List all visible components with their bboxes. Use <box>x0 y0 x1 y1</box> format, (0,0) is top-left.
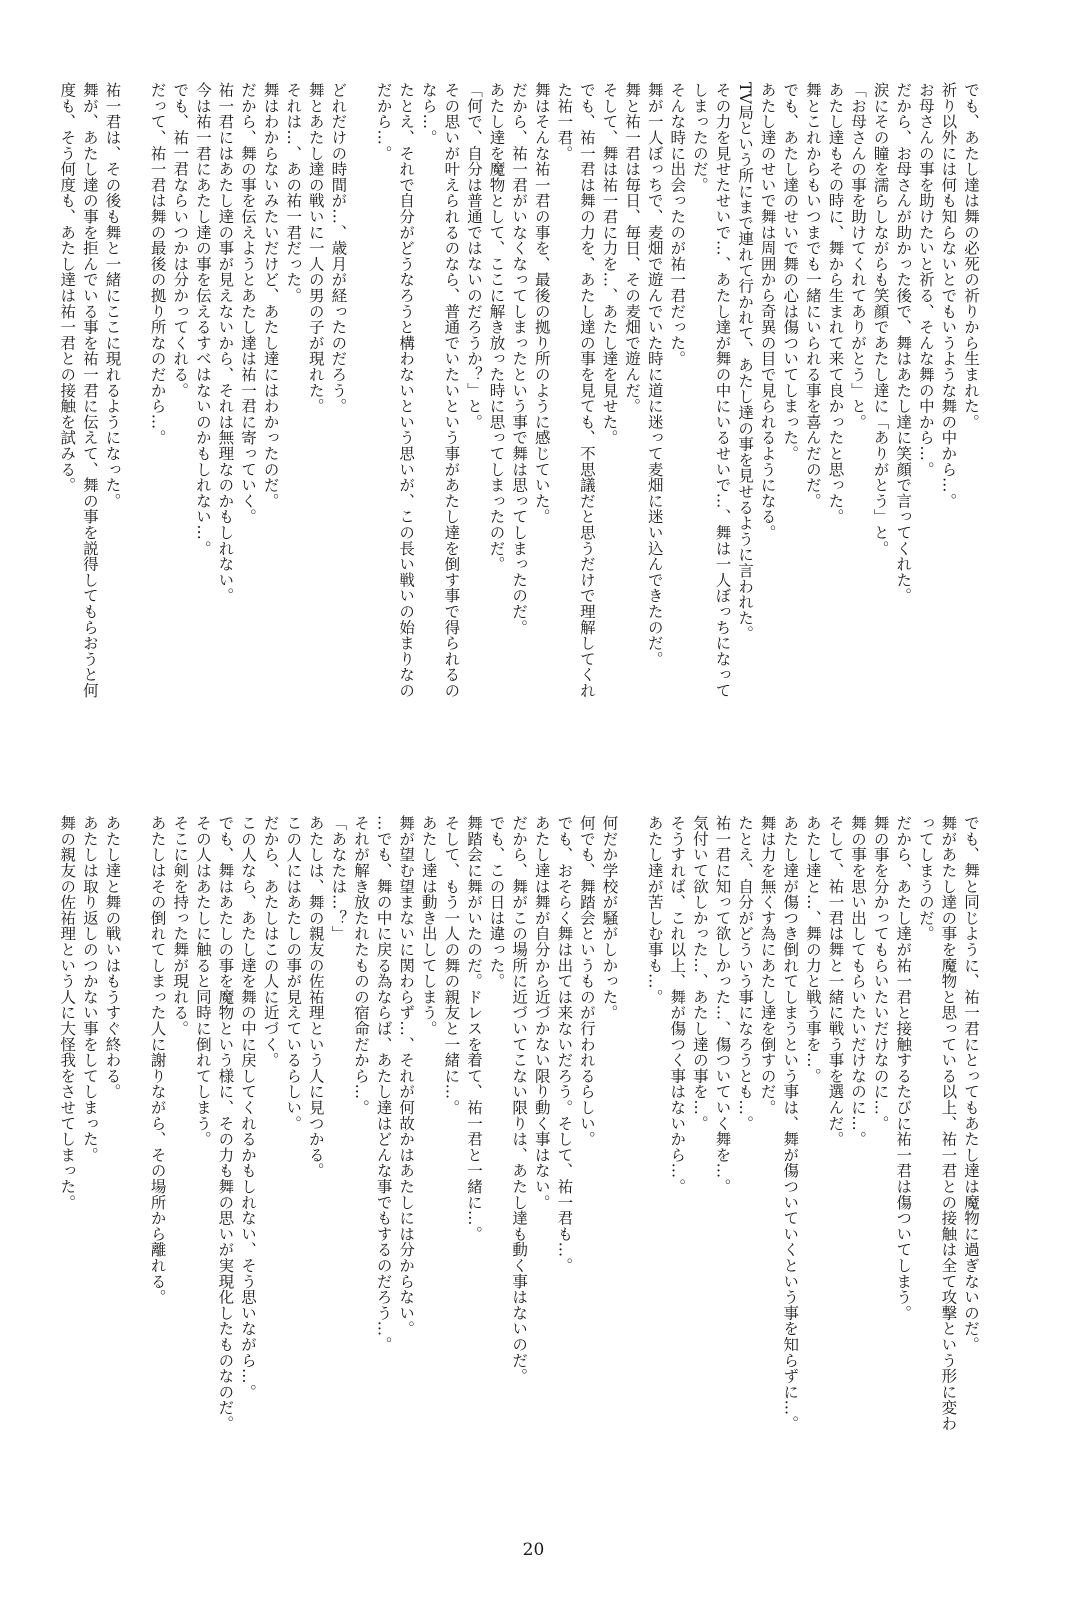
text-line: そんな時に出会ったのが祐一君だった。 <box>668 82 687 367</box>
text-line: しまったのだ。 <box>690 82 709 193</box>
text-line: 「何で、自分は普通ではないのだろうか？」と。 <box>464 82 483 430</box>
text-line: でも、祐一君は舞の力を、あたし達の事を見ても、不思議だと思うだけで理解してくれ <box>577 82 596 699</box>
text-line: 舞が一人ぼっちで、麦畑で遊んでいた時に道に迷って麦畑に迷い込んできたのだ。 <box>645 82 664 667</box>
text-line: あたし達が傷つき倒れてしまうという事は、舞が傷ついていくという事を知らずに…。 <box>781 815 800 1432</box>
text-line: だって、祐一君は舞の最後の拠り所なのだから…。 <box>148 82 167 446</box>
text-line: でも、舞はあたしの事を魔物という様に、その力も舞の思いが実現化したものなのだ。 <box>216 815 235 1432</box>
text-line: 舞はわからないみたいだけど、あたし達にはわかったのだ。 <box>261 82 280 509</box>
text-line: その思いが叶えられるのなら、普通でいたいという事があたし達を倒す事で得られるの <box>442 82 461 699</box>
text-line: でも、おそらく舞は出ては来ないだろう。そして、祐一君も…。 <box>555 815 574 1274</box>
text-line: 舞踏会に舞がいたのだ。ドレスを着て、祐一君と一緒に…。 <box>464 815 483 1242</box>
text-line: ってしまうのだ。 <box>916 815 935 942</box>
text-line: 何でも、舞踏会というものが行われるらしい。 <box>577 815 596 1147</box>
text-line: だから、舞の事を伝えようとあたし達は祐一君に寄っていく。 <box>239 82 257 525</box>
text-line: 「お母さんの事を助けてくれてありがとう」と。 <box>849 82 868 430</box>
text-line: だから、お母さんが助かった後で、舞はあたし達に笑顔で言ってくれた。 <box>894 82 913 604</box>
text-line: そうすれば、これ以上、舞が傷つく事はないから…。 <box>668 815 687 1195</box>
text-line: 祐一君に知って欲しかった…、傷ついていく舞を…。 <box>713 815 732 1195</box>
text-line: 「あなたは…？」 <box>329 815 348 942</box>
text-line: 舞の親友の佐祐理という人に大怪我をさせてしまった。 <box>58 815 77 1210</box>
text-line: でも、舞と同じように、祐一君にとってもあたし達は魔物に過ぎないのだ。 <box>962 815 980 1353</box>
text-line: 舞の事を思い出してもらいたいだけなのに…。 <box>849 815 868 1147</box>
text-line: 舞とあたし達の戦いに一人の男の子が現れた。 <box>306 82 325 414</box>
text-line: それは…、あの祐一君だった。 <box>284 82 303 304</box>
text-line: なら…。 <box>419 82 438 146</box>
text-line: その人はあたしに触ると同時に倒れてしまう。 <box>193 815 212 1147</box>
text-line: だから…。 <box>374 82 393 161</box>
text-line: お母さんの事を助けたいと祈る、そんな舞の中から…。 <box>916 82 935 477</box>
text-line: …でも、舞の中に戻る為ならば、あたし達はどんな事でもするのだろう…。 <box>374 815 393 1353</box>
text-line: 舞の事を分かってもらいたいだけなのに…。 <box>871 815 890 1131</box>
text-line: そして、もう一人の舞の親友と一緒に…。 <box>442 815 461 1116</box>
text-line: 祐一君は、その後も舞と一緒にここに現れるようになった。 <box>103 82 122 509</box>
text-line: たとえ、それで自分がどうなろうと構わないという思いが、この長い戦いの始まりなの <box>397 82 416 699</box>
text-line: 舞が望む望まないに関わらず…、それが何故かはあたしには分からない。 <box>397 815 416 1337</box>
text-line <box>349 82 372 772</box>
text-line: でも、あたし達のせいで舞の心は傷ついてしまった。 <box>781 82 800 462</box>
text-line: 舞があたし達の事を魔物と思っている以上、祐一君との接触は全て攻撃という形に変わ <box>939 815 958 1432</box>
text-line: たとえ、自分がどういう事になろうとも…。 <box>736 815 755 1131</box>
text-line: それが解き放たれたものの宿命だから…。 <box>351 815 370 1116</box>
text-line: でも、祐一君ならいつかは分かってくれる。 <box>171 82 190 398</box>
text-line: 何だか学校が騒がしかった。 <box>600 815 619 1021</box>
text-block-top <box>56 82 982 772</box>
text-line: あたしはその倒れてしまった人に謝りながら、その場所から離れる。 <box>148 815 167 1305</box>
text-line: 舞はそんな祐一君の事を、最後の拠り所のように感じていた。 <box>532 82 551 525</box>
text-line: その力を見せたせいで…、あたし達が舞の中にいるせいで…、舞は一人ぼっちになって <box>713 82 732 699</box>
text-line: 舞が、あたし達の事を拒んでいる事を祐一君に伝えて、舞の事を説得してもらおうと何 <box>80 82 99 699</box>
text-line: あたし達は動き出してしまう。 <box>419 815 438 1037</box>
text-line: だから、あたしはこの人に近づく。 <box>261 815 280 1068</box>
text-line: 祐一君にはあたし達の事が見えないから、それは無理なのかもしれない。 <box>216 82 235 604</box>
text-block-bottom <box>56 815 982 1505</box>
text-line: この人にはあたしの事が見えているらしい。 <box>284 815 303 1131</box>
text-line: そして、舞は祐一君に力を…、あたし達を見せた。 <box>600 82 619 446</box>
text-line <box>621 815 644 1505</box>
text-line: そこに剣を持った舞が現れる。 <box>171 815 190 1037</box>
text-line: 舞と祐一君は毎日、毎日、その麦畑で遊んだ。 <box>623 82 642 414</box>
text-line: 度も、そう何度も、あたし達は祐一君との接触を試みる。 <box>58 82 77 493</box>
text-line: あたし達と…、舞の力と戦う事を…。 <box>803 815 822 1084</box>
text-line <box>123 815 146 1505</box>
text-line: この人なら、あたし達を舞の中に戻してくれるかもしれない、そう思いながら…。 <box>239 815 257 1400</box>
text-line: た祐一君。 <box>555 82 574 161</box>
page-number: 20 <box>522 1540 545 1560</box>
text-line: あたし達は舞が自分から近づかない限り動く事はない。 <box>532 815 551 1210</box>
text-line: あたしは取り返しのつかない事をしてしまった。 <box>80 815 99 1163</box>
text-line: あたし達を魔物として、ここに解き放った時に思ってしまったのだ。 <box>487 82 506 572</box>
text-line: 舞とこれからもいつまでも一緒にいられる事を喜んだのだ。 <box>803 82 822 509</box>
text-line: 祈り以外には何も知らないとでもいうような舞の中から…。 <box>939 82 958 509</box>
text-line: どれだけの時間が…、歳月が経ったのだろう。 <box>329 82 348 414</box>
text-line: 気付いて欲しかった…、あたし達の事を…。 <box>690 815 709 1131</box>
text-line: TV局という所にまで連れて行かれて、あたし達の事を見せるように言われた。 <box>736 82 755 642</box>
text-line: だから、あたし達が祐一君と接触するたびに祐一君は傷ついてしまう。 <box>894 815 913 1321</box>
text-line: 涙にその瞳を濡らしながらも笑顔であたし達に「ありがとう」と。 <box>871 82 890 556</box>
text-line: あたし達と舞の戦いはもうすぐ終わる。 <box>103 815 122 1100</box>
text-line: 舞は力を無くす為にあたし達を倒すのだ。 <box>758 815 777 1116</box>
text-line: あたし達のせいで舞は周囲から奇異の目で見られるようになる。 <box>758 82 777 541</box>
text-line: あたし達が苦しむ事も…。 <box>645 815 664 1005</box>
text-line: そして、祐一君は舞と一緒に戦う事を選んだ。 <box>826 815 845 1147</box>
text-line: でも、あたし達は舞の必死の祈りから生まれた。 <box>962 82 980 430</box>
text-line: 今は祐一君にあたし達の事を伝えるすべはないのかもしれない…。 <box>193 82 212 556</box>
text-line: だから、舞がこの場所に近づいてこない限りは、あたし達も動く事はないのだ。 <box>510 815 529 1384</box>
text-line: あたしは、舞の親友の佐祐理という人に見つかる。 <box>306 815 325 1179</box>
text-line: でも、この日は違った。 <box>487 815 506 989</box>
text-line: あたし達もその時に、舞から生まれて来て良かったと思った。 <box>826 82 845 525</box>
text-line: だから、祐一君がいなくなってしまったという事で舞は思ってしまったのだ。 <box>510 82 529 635</box>
text-line <box>123 82 146 772</box>
